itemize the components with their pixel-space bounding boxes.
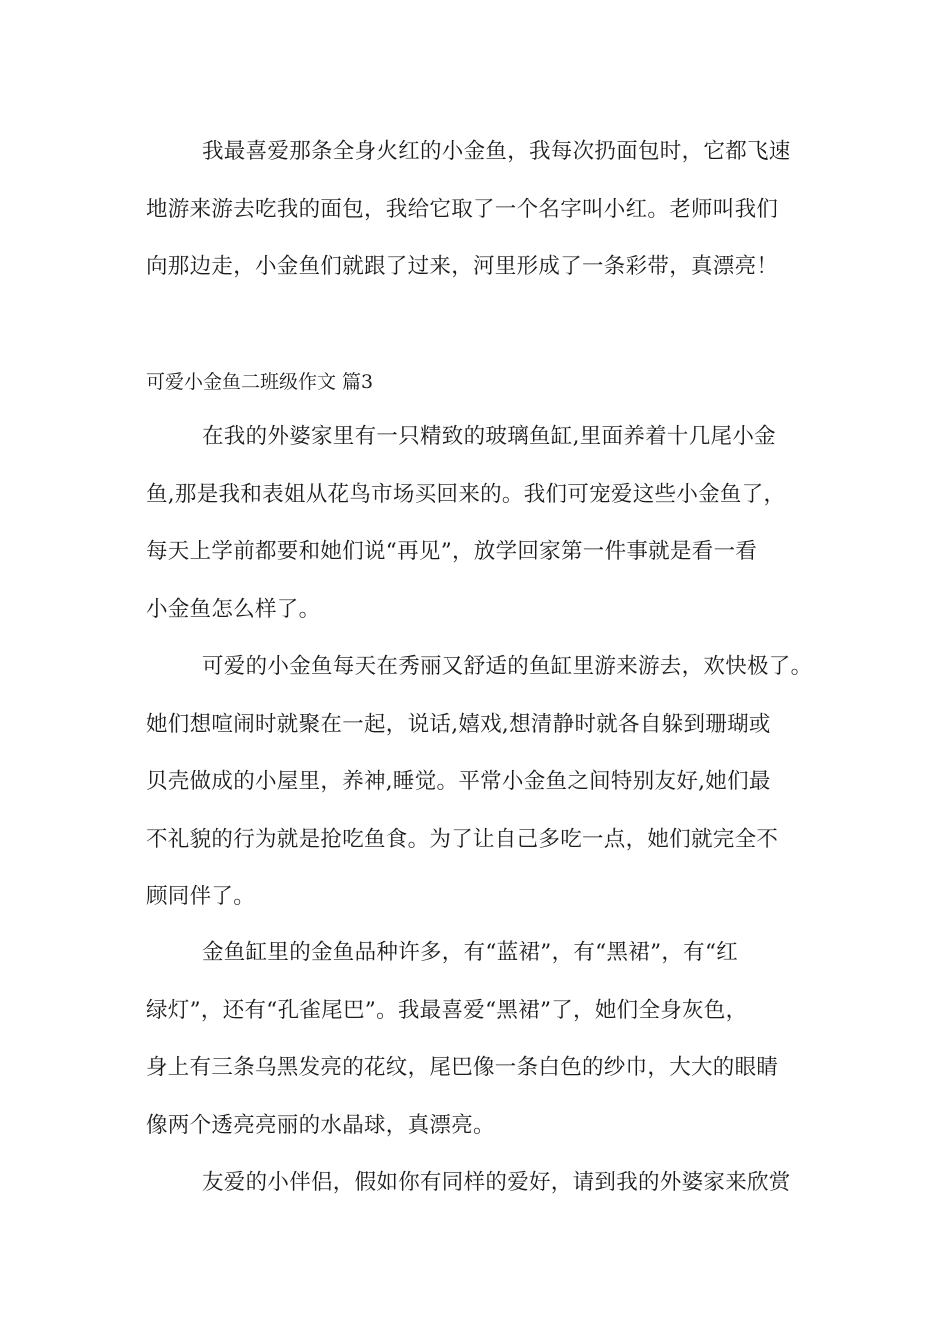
paragraph-goldfish-daily-life — [146, 638, 826, 926]
paragraph-line: 可爱的小金鱼每天在秀丽又舒适的鱼缸里游来游去，欢快极了。 — [202, 654, 813, 679]
paragraph-fish-tank — [146, 408, 826, 638]
paragraph-goldfish-varieties — [146, 924, 826, 1154]
paragraph-line: 地游来游去吃我的面包，我给它取了一个名字叫小红。老师叫我们 — [146, 196, 779, 222]
paragraph-line: 鱼,那是我和表姐从花鸟市场买回来的。我们可宠爱这些小金鱼了， — [146, 481, 786, 507]
paragraph-line: 向那边走，小金鱼们就跟了过来，河里形成了一条彩带，真漂亮！ — [146, 254, 779, 280]
paragraph-line: 在我的外婆家里有一只精致的玻璃鱼缸,里面养着十几尾小金 — [202, 424, 776, 449]
paragraph-line: 我最喜爱那条全身火红的小金鱼，我每次扔面包时，它都飞速 — [202, 139, 791, 164]
paragraph-line: 贝壳做成的小屋里，养神,睡觉。平常小金鱼之间特别友好,她们最 — [146, 769, 771, 795]
paragraph-line: 不礼貌的行为就是抢吃鱼食。为了让自己多吃一点，她们就完全不 — [146, 826, 779, 852]
paragraph-line: 顾同伴了。 — [146, 884, 256, 910]
paragraph-line: 每天上学前都要和她们说“再见”，放学回家第一件事就是看一看 — [146, 539, 758, 565]
paragraph-line: 像两个透亮亮丽的水晶球，真漂亮。 — [146, 1112, 495, 1138]
paragraph-line: 小金鱼怎么样了。 — [146, 596, 321, 622]
paragraph-invitation — [146, 1154, 826, 1212]
paragraph-line: 友爱的小伴侣，假如你有同样的爱好，请到我的外婆家来欣赏 — [202, 1170, 791, 1195]
paragraph-line: 身上有三条乌黑发亮的花纹，尾巴像一条白色的纱巾，大大的眼睛 — [146, 1055, 779, 1081]
paragraph-line: 她们想喧闹时就聚在一起，说话,嬉戏,想清静时就各自躲到珊瑚或 — [146, 711, 771, 737]
paragraph-line: 金鱼缸里的金鱼品种许多，有“蓝裙”，有“黑裙”，有“红 — [202, 940, 739, 965]
section-heading: 可爱小金鱼二班级作文 篇3 — [146, 371, 374, 393]
paragraph-goldfish-red — [146, 123, 826, 296]
paragraph-line: 绿灯”，还有“孔雀尾巴”。我最喜爱“黑裙”了，她们全身灰色， — [146, 997, 748, 1023]
